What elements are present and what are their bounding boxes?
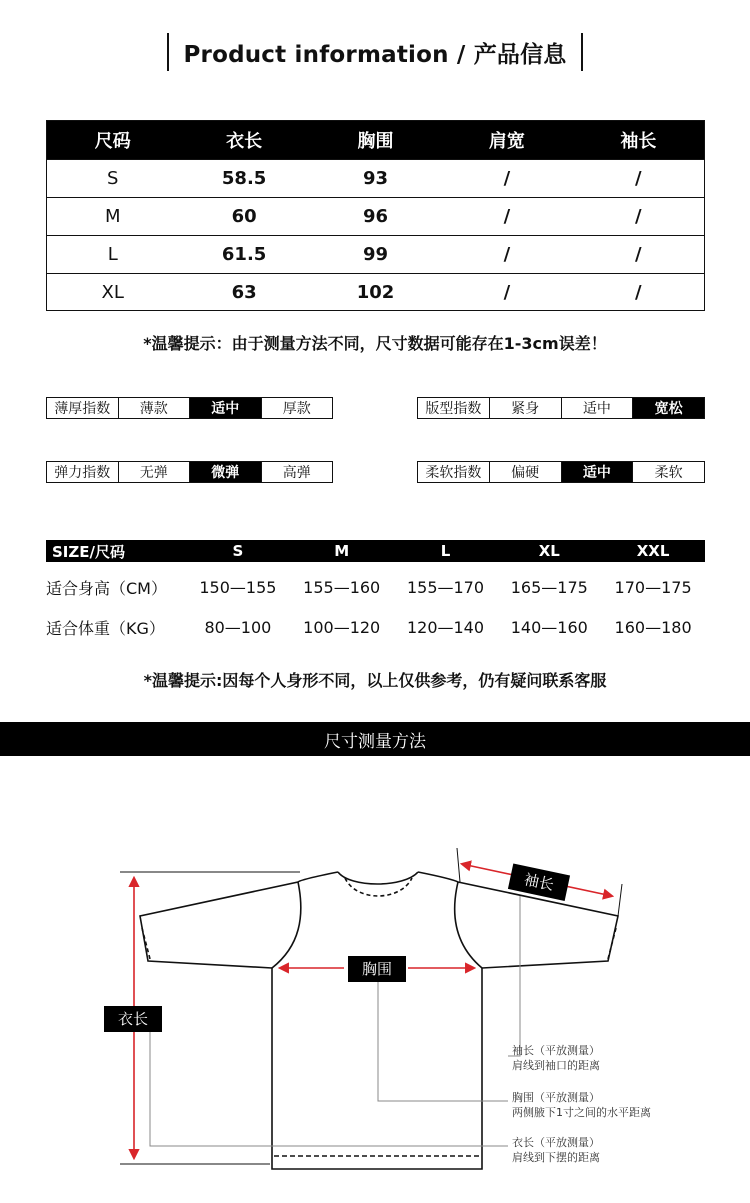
table-cell: 80—100 (204, 617, 272, 637)
table-row (46, 577, 705, 597)
table-cell: 93 (362, 168, 389, 189)
table-cell: 60 (231, 206, 257, 227)
size-table (46, 120, 705, 311)
fit-row-label: 适合体重（KG） (46, 618, 165, 638)
fit-header-cell: SIZE/尺码 (52, 542, 125, 561)
table-cell: / (503, 206, 511, 227)
table-cell: / (503, 168, 511, 189)
thickness-index (46, 397, 333, 419)
index-option-selected: 适中 (561, 462, 633, 482)
table-cell: / (503, 244, 511, 265)
table-cell: 120—140 (406, 617, 485, 637)
length-label-box (104, 1006, 162, 1032)
index-option: 厚款 (261, 398, 333, 418)
title-divider-right (581, 33, 583, 71)
index-option: 薄款 (118, 398, 190, 418)
header-cell: 衣长 (226, 131, 263, 152)
fit-table-header (46, 540, 705, 562)
chest-caption-title: 胸围（平放测量） (512, 1091, 600, 1104)
index-label: 版型指数 (425, 401, 482, 417)
tshirt-outline (140, 872, 618, 1169)
fit-row-label: 适合身高（CM） (46, 578, 167, 598)
index-option: 偏硬 (489, 462, 561, 482)
table-cell: / (635, 244, 642, 265)
length-label: 衣长 (117, 1010, 149, 1028)
leader-lines (150, 896, 520, 1146)
page-title (0, 32, 750, 72)
table-cell: / (635, 168, 642, 189)
sleeve-label: 袖长 (522, 870, 556, 895)
table-cell: 99 (362, 244, 389, 265)
fit-header-cell: M (334, 542, 350, 560)
measure-section-title: 尺寸测量方法 (0, 722, 750, 756)
table-row (47, 197, 704, 235)
index-option: 柔软 (632, 462, 704, 482)
header-cell: 肩宽 (488, 131, 525, 152)
table-cell: L (107, 244, 118, 265)
header-cell: 胸围 (357, 131, 394, 152)
index-option: 高弹 (261, 462, 333, 482)
chest-caption-desc: 两侧腋下1寸之间的水平距离 (512, 1106, 651, 1119)
measurement-note: *温馨提示：由于测量方法不同，尺寸数据可能存在1-3cm误差！ (143, 334, 607, 353)
size-table-header (47, 121, 704, 159)
table-cell: 100—120 (303, 617, 381, 637)
elasticity-index (46, 461, 333, 483)
table-cell: 170—175 (614, 577, 692, 597)
table-cell: 150—155 (199, 577, 277, 597)
index-label: 弹力指数 (54, 465, 111, 481)
tshirt-measure-diagram (0, 756, 750, 1203)
table-cell: 63 (231, 282, 257, 303)
table-cell: / (635, 282, 642, 303)
table-cell: 140—160 (510, 617, 588, 637)
index-option-selected: 宽松 (632, 398, 704, 418)
header-cell: 尺码 (94, 131, 131, 152)
fit-header-cell: XXL (636, 542, 670, 560)
page-title-text: Product information / 产品信息 (183, 41, 567, 68)
index-label: 薄厚指数 (54, 401, 111, 417)
sleeve-caption-desc: 肩线到袖口的距离 (512, 1059, 600, 1072)
index-option-selected: 适中 (189, 398, 261, 418)
length-caption-desc: 肩线到下摆的距离 (512, 1151, 600, 1164)
table-cell: S (106, 168, 119, 189)
table-cell: XL (101, 282, 124, 303)
fit-header-cell: XL (538, 542, 560, 560)
table-cell: / (503, 282, 511, 303)
table-cell: 155—170 (406, 577, 485, 597)
sleeve-caption-title: 袖长（平放测量） (512, 1044, 600, 1057)
table-cell: / (635, 206, 642, 227)
table-row (47, 159, 704, 197)
softness-index (417, 461, 705, 483)
table-row (46, 617, 705, 637)
table-cell: 165—175 (510, 577, 588, 597)
fit-index (417, 397, 705, 419)
length-caption-title: 衣长（平放测量） (512, 1136, 600, 1149)
index-option: 紧身 (489, 398, 561, 418)
index-option-selected: 微弹 (189, 462, 261, 482)
fit-header-cell: L (440, 542, 451, 560)
table-cell: 96 (362, 206, 389, 227)
fit-header-cell: S (232, 542, 244, 560)
index-label: 柔软指数 (425, 465, 482, 481)
table-row (47, 273, 704, 311)
table-cell: 61.5 (221, 244, 267, 265)
table-cell: 160—180 (614, 617, 692, 637)
table-cell: 58.5 (221, 168, 267, 189)
reference-note: *温馨提示:因每个人身形不同，以上仅供参考，仍有疑问联系客服 (143, 671, 607, 690)
table-cell: M (104, 206, 121, 227)
table-cell: 155—160 (303, 577, 381, 597)
index-option: 适中 (561, 398, 633, 418)
chest-label-box (348, 956, 406, 982)
table-row (47, 235, 704, 273)
chest-label: 胸围 (361, 960, 393, 978)
index-option: 无弹 (118, 462, 190, 482)
header-cell: 袖长 (620, 131, 657, 152)
table-cell: 102 (356, 282, 395, 303)
